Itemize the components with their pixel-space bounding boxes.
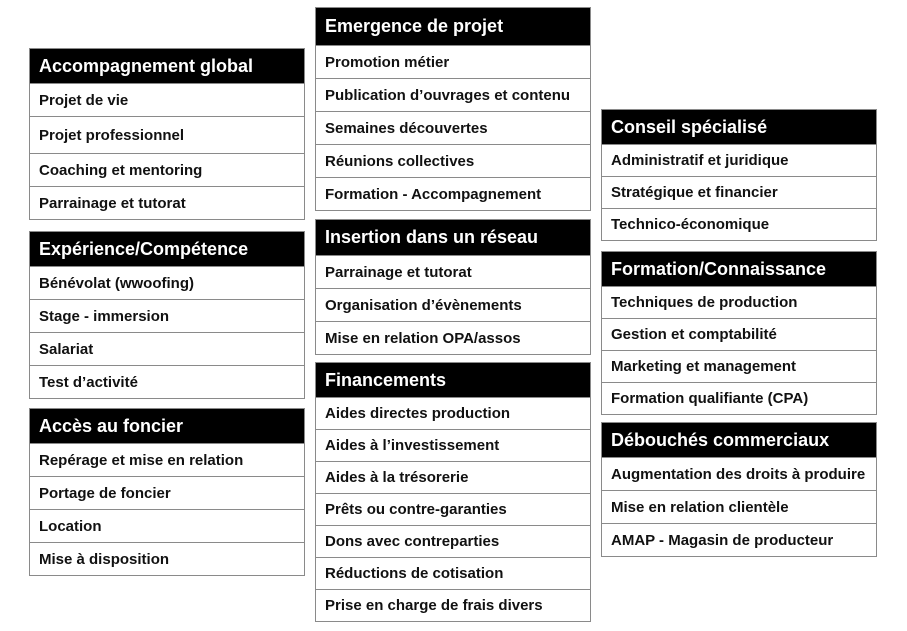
card-accompagnement-global	[29, 48, 305, 220]
card-title: Conseil spécialisé	[602, 110, 876, 144]
card-insertion-dans-un-reseau	[315, 219, 591, 355]
card-item: Administratif et juridique	[602, 144, 876, 176]
card-item: Projet de vie	[30, 83, 304, 116]
card-item: Semaines découvertes	[316, 111, 590, 144]
card-item: Techniques de production	[602, 286, 876, 318]
card-item: Aides à l’investissement	[316, 429, 590, 461]
card-title: Accompagnement global	[30, 49, 304, 83]
card-item: Formation qualifiante (CPA)	[602, 382, 876, 414]
card-item: Aides à la trésorerie	[316, 461, 590, 493]
card-item: Technico-économique	[602, 208, 876, 240]
card-item: Dons avec contreparties	[316, 525, 590, 557]
card-item: Publication d’ouvrages et contenu	[316, 78, 590, 111]
card-acces-au-foncier	[29, 408, 305, 576]
card-title: Accès au foncier	[30, 409, 304, 443]
card-item: Marketing et management	[602, 350, 876, 382]
card-item: Coaching et mentoring	[30, 153, 304, 186]
card-item: Test d’activité	[30, 365, 304, 398]
card-item: Salariat	[30, 332, 304, 365]
card-item: Formation - Accompagnement	[316, 177, 590, 210]
card-item: Repérage et mise en relation	[30, 443, 304, 476]
card-item: Projet professionnel	[30, 116, 304, 153]
card-item: Prêts ou contre-garanties	[316, 493, 590, 525]
card-item: Mise à disposition	[30, 542, 304, 575]
card-item: Parrainage et tutorat	[30, 186, 304, 219]
card-item: Portage de foncier	[30, 476, 304, 509]
card-item: Location	[30, 509, 304, 542]
card-item: Réductions de cotisation	[316, 557, 590, 589]
card-item: Stage - immersion	[30, 299, 304, 332]
card-item: Mise en relation OPA/assos	[316, 321, 590, 354]
card-item: Organisation d’évènements	[316, 288, 590, 321]
card-item: Aides directes production	[316, 397, 590, 429]
card-item: Stratégique et financier	[602, 176, 876, 208]
card-debouches-commerciaux	[601, 422, 877, 557]
card-title: Débouchés commerciaux	[602, 423, 876, 457]
card-conseil-specialise	[601, 109, 877, 241]
card-title: Expérience/Compétence	[30, 232, 304, 266]
card-item: Parrainage et tutorat	[316, 255, 590, 288]
card-item: Bénévolat (wwoofing)	[30, 266, 304, 299]
card-formation-connaissance	[601, 251, 877, 415]
card-item: Réunions collectives	[316, 144, 590, 177]
card-financements	[315, 362, 591, 622]
card-item: AMAP - Magasin de producteur	[602, 523, 876, 556]
card-title: Financements	[316, 363, 590, 397]
card-item: Promotion métier	[316, 45, 590, 78]
card-title: Emergence de projet	[316, 8, 590, 45]
card-item: Augmentation des droits à produire	[602, 457, 876, 490]
card-title: Formation/Connaissance	[602, 252, 876, 286]
card-emergence-de-projet	[315, 7, 591, 211]
card-item: Gestion et comptabilité	[602, 318, 876, 350]
card-item: Mise en relation clientèle	[602, 490, 876, 523]
card-experience-competence	[29, 231, 305, 399]
card-item: Prise en charge de frais divers	[316, 589, 590, 621]
card-title: Insertion dans un réseau	[316, 220, 590, 255]
